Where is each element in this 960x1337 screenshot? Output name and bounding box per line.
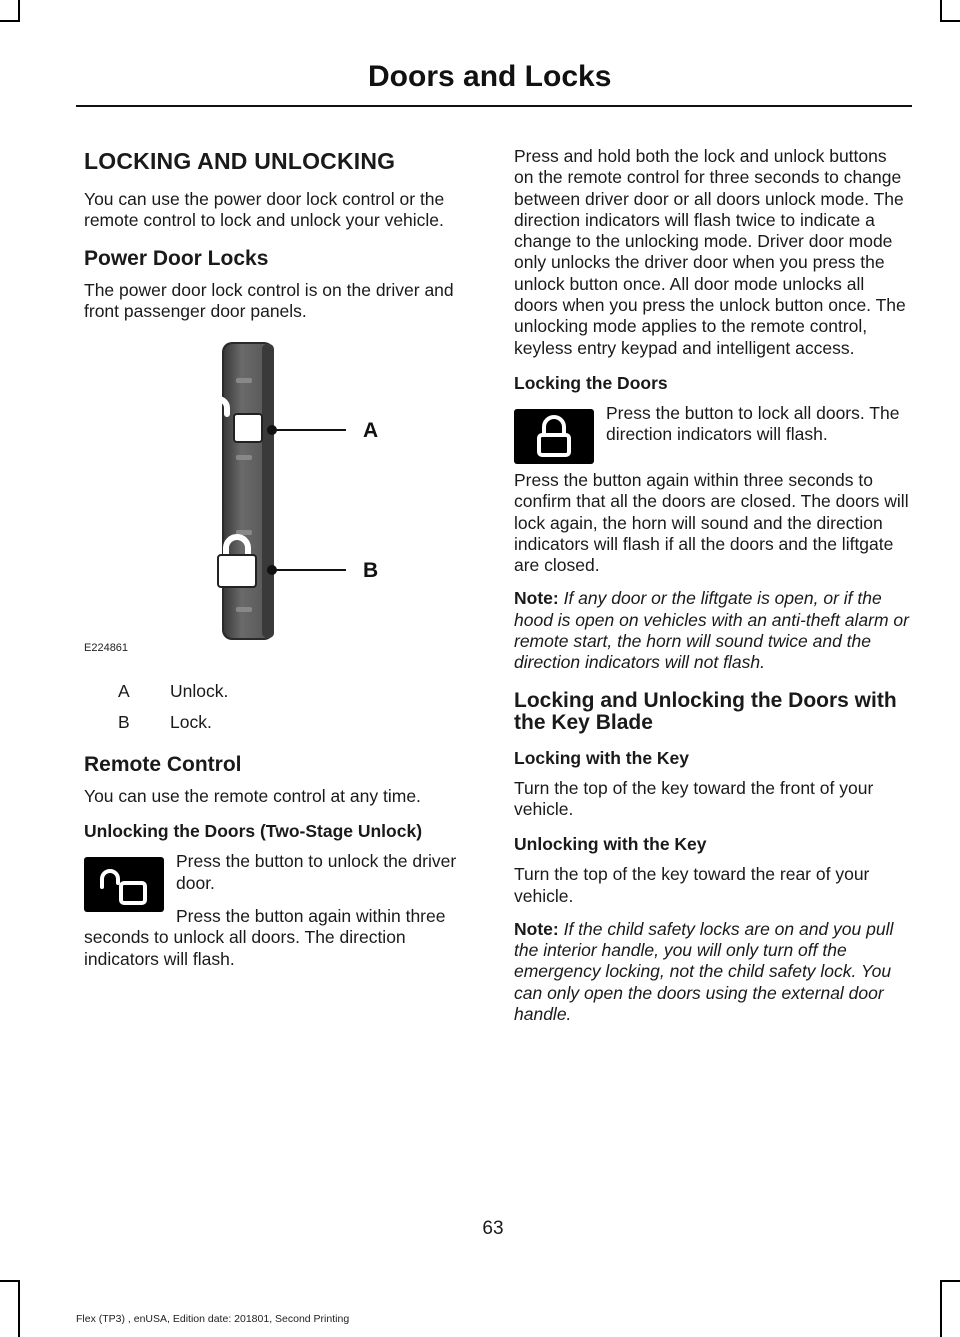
door-lock-switch-illustration <box>84 334 476 664</box>
legend-row <box>84 676 476 707</box>
locking-doors-heading: Locking the Doors <box>514 372 668 393</box>
unlock-instruction <box>84 851 476 981</box>
unlocking-doors-heading: Unlocking the Doors (Two-Stage Unlock) <box>84 821 423 842</box>
remote-control-paragraph: You can use the remote control at any time. <box>84 786 421 807</box>
section-title: LOCKING AND UNLOCKING <box>84 148 396 174</box>
lock-instruction <box>514 403 909 470</box>
right-column <box>514 140 909 1037</box>
unlocking-key-heading: Unlocking with the Key <box>514 834 707 855</box>
crop-mark <box>18 1280 20 1337</box>
callout-label-a: A <box>363 419 379 443</box>
figure-code: E224861 <box>84 642 129 655</box>
power-locks-paragraph: The power door lock control is on the driver and front passenger door panels. <box>84 279 454 321</box>
page-number: 63 <box>482 1218 504 1239</box>
unlock-mode-paragraph: Press and hold both the lock and unlock buttons on the remote control for three seconds to change between driver door or all doors unlock mode. The direction indicators will flash twice to indicate a change to the unlocking mode. Driver door mode only unlocks the driver door when you press the unlock button once. All door mode unlocks all doors when you press the unlock button once. The unlocking mode applies to the remote control, keyless entry keypad and intelligent access. <box>514 146 906 358</box>
unlock-paragraph-2: Press the button again within three seconds to unlock all doors. The direction indicators will flash. <box>84 906 446 969</box>
note-text: If any door or the liftgate is open, or if the hood is open on vehicles with an anti-theft alarm or remote start, the horn will sound twice and the direction indicators will not flash. <box>514 588 909 673</box>
crop-mark <box>940 1280 960 1282</box>
note-label: Note: <box>514 588 559 609</box>
figure-legend <box>84 676 476 738</box>
lock-paragraph-1: Press the button to lock all doors. The direction indicators will flash. <box>606 402 900 445</box>
key-blade-heading: Locking and Unlocking the Doors with the Key Blade <box>514 688 897 734</box>
header-divider <box>76 105 912 107</box>
unlock-paragraph-1: Press the button to unlock the driver door. <box>176 851 457 893</box>
note-label: Note: <box>514 918 559 939</box>
crop-mark <box>0 20 20 22</box>
legend-value: Lock. <box>170 712 212 733</box>
lock-paragraph-2: Press the button again within three seconds to confirm that all the doors are closed. The doors will lock again, the horn will sound and the direction indicators will flash if all the doors and the liftgate are closed. <box>514 469 909 576</box>
intro-paragraph: You can use the power door lock control or the remote control to lock and unlock your vehicle. <box>84 189 445 231</box>
note-lock <box>514 588 909 673</box>
edition-footer: Flex (TP3) , enUSA, Edition date: 201801, Second Printing <box>76 1313 350 1325</box>
crop-mark <box>940 20 960 22</box>
note-text: If the child safety locks are on and you pull the interior handle, you will only turn off the emergency locking, not the child safety lock. You can only open the doors using the external door handle. <box>514 918 894 1025</box>
crop-mark <box>0 1280 20 1282</box>
crop-mark <box>18 0 20 22</box>
locking-key-paragraph: Turn the top of the key toward the front of your vehicle. <box>514 777 874 819</box>
unlocking-key-paragraph: Turn the top of the key toward the rear of your vehicle. <box>514 864 870 906</box>
page-header-title: Doors and Locks <box>368 60 612 93</box>
locking-key-heading: Locking with the Key <box>514 747 690 768</box>
legend-value: Unlock. <box>170 681 229 702</box>
legend-row <box>84 707 476 738</box>
power-locks-heading: Power Door Locks <box>84 246 269 270</box>
callout-label-b: B <box>363 559 379 583</box>
legend-key: A <box>118 681 130 702</box>
remote-unlock-icon <box>84 857 164 912</box>
note-child-safety <box>514 919 909 1025</box>
crop-mark <box>940 0 942 22</box>
crop-mark <box>940 1280 942 1337</box>
legend-key: B <box>118 712 130 733</box>
remote-control-heading: Remote Control <box>84 753 242 777</box>
remote-lock-icon <box>514 409 594 464</box>
door-lock-control-figure <box>84 334 476 664</box>
left-column <box>84 140 476 982</box>
